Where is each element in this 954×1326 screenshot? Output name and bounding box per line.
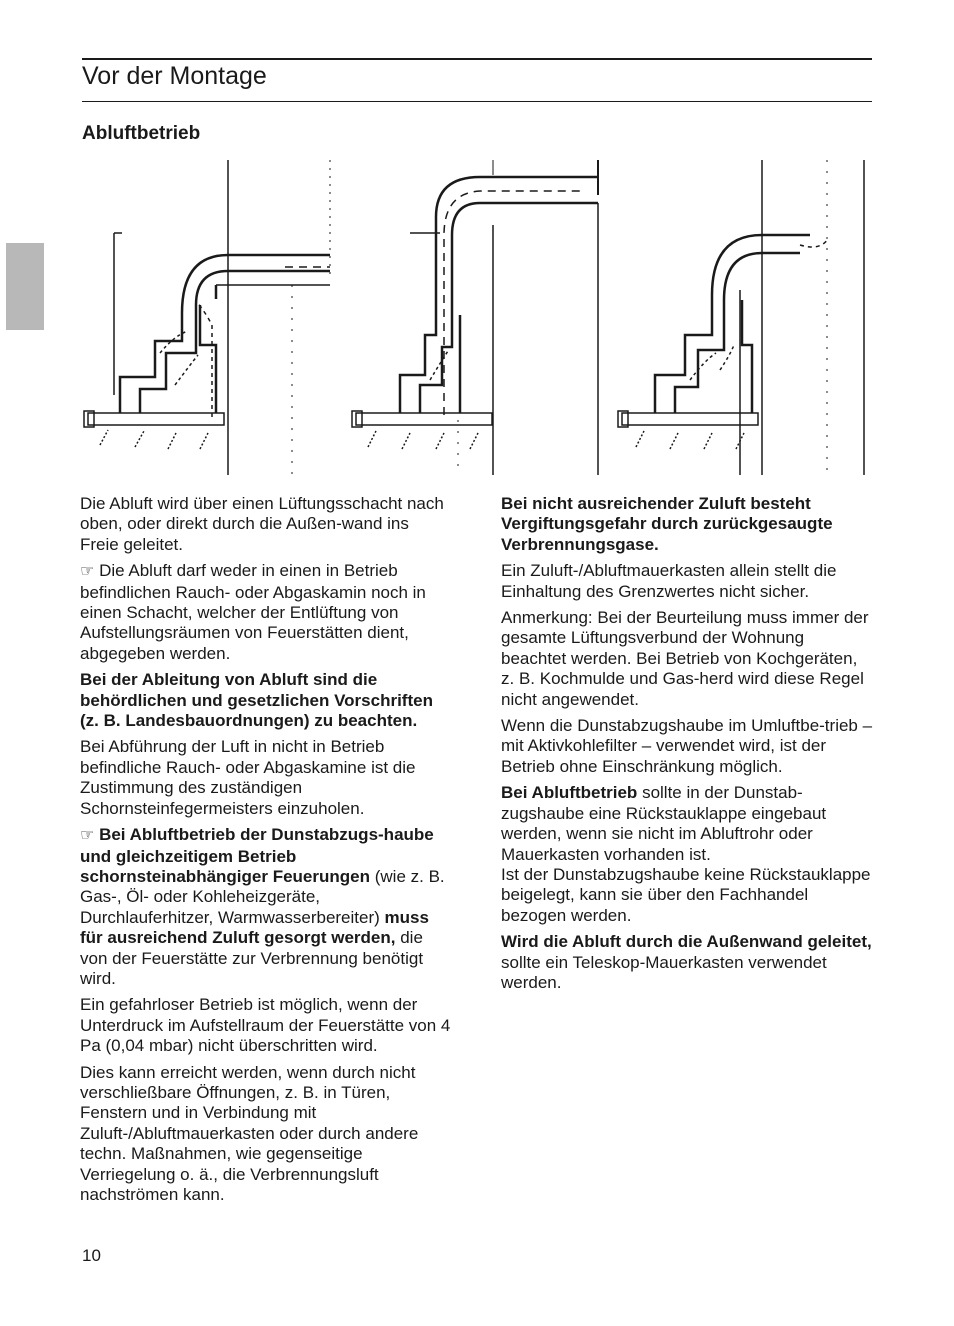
paragraph: Ein gefahrloser Betrieb ist möglich, wenn der Unterdruck im Aufstellraum der Feuerstätte von 4 Pa (0,04 mbar) nicht überschritten wird. [80, 995, 451, 1056]
paragraph: Bei der Ableitung von Abluft sind die behördlichen und gesetzlichen Vorschriften (z. B. Landesbauordnungen) zu beachten. [80, 670, 433, 731]
figure-shaft-exhaust [352, 160, 598, 475]
warning-paragraph: Bei nicht ausreichender Zuluft besteht Vergiftungsgefahr durch zurückgesaugte Verbrennungsgase. [501, 494, 833, 554]
paragraph-bold-text: Bei Abluftbetrieb [501, 783, 638, 803]
paragraph-text: sollte ein Teleskop-Mauerkasten verwendet werden. [501, 952, 827, 992]
page-title: Vor der Montage [82, 62, 267, 90]
paragraph-bold-text: Wird die Abluft durch die Außenwand geleitet, [501, 932, 872, 952]
paragraph [80, 561, 452, 664]
paragraph: Die Abluft wird über einen Lüftungsschacht nach oben, oder direkt durch die Außen-wand ins Freie geleitet. [80, 494, 444, 554]
chapter-tab-marker [6, 243, 44, 330]
exhaust-installation-illustration [80, 155, 870, 480]
paragraph-text: Ist der Dunstabzugshaube keine Rückstauklappe beigelegt, kann sie über den Fachhandel bezogen werden. [501, 864, 871, 925]
paragraph: Wenn die Dunstabzugshaube im Umluftbe-trieb – mit Aktivkohlefilter – verwendet wird, ist der Betrieb ohne Einschränkung möglich. [501, 716, 873, 776]
header-rule-bottom [82, 101, 872, 102]
paragraph-bold-text: muss für ausreichend Zuluft gesorgt werden, [80, 907, 429, 948]
paragraph [501, 932, 873, 993]
paragraph [80, 825, 452, 989]
paragraph-text: die von der Feuerstätte zur Verbrennung benötigt wird. [80, 928, 424, 988]
paragraph: Ein Zuluft-/Abluftmauerkasten allein stellt die Einhaltung des Grenzwertes nicht sicher. [501, 561, 837, 601]
page-number: 10 [82, 1246, 101, 1265]
figure-wall-exhaust [84, 160, 330, 475]
right-text-column [501, 494, 873, 999]
paragraph: Bei Abführung der Luft in nicht in Betrieb befindliche Rauch- oder Abgaskamine ist die Zustimmung des zuständigen Schornsteinfegermeisters einzuholen. [80, 737, 416, 818]
pointing-hand-icon: ☞ [80, 827, 95, 845]
paragraph-text: Die Abluft darf weder in einen in Betrieb befindlichen Rauch- oder Abgaskamin noch in einen Schacht, welcher der Entlüftung von Aufstellungsräumen von Feuerstätten dient, abgegeben werden. [80, 561, 426, 663]
paragraph: Dies kann erreicht werden, wenn durch nicht verschließbare Öffnungen, z. B. in Türen, Fenstern und in Verbindung mit Zuluft-/Abluftmauerkasten oder durch andere techn. Maßnahmen, wie gegenseitige Verriegelung o. ä., die Verbrennungsluft nachströmen kann. [80, 1062, 419, 1204]
paragraph-text: sollte in der Dunstab-zugshaube eine Rückstauklappe eingebaut werden, wenn sie nicht im Abluftrohr oder Mauerkasten vorhanden ist. [501, 783, 827, 864]
paragraph-text: (wie z. B. Gas-, Öl- oder Kohleheizgeräte, Durchlauferhitzer, Warmwasserbereiter) [80, 866, 445, 927]
pointing-hand-icon: ☞ [80, 563, 95, 581]
left-text-column [80, 494, 452, 1211]
paragraph-bold-text: Bei Abluftbetrieb der Dunstabzugs-haube und gleichzeitigem Betrieb schornsteinabhängiger Feuerungen [80, 825, 434, 886]
paragraph [501, 783, 873, 926]
figure-wall-shaft-exhaust [618, 160, 864, 475]
header-rule-top [82, 58, 872, 60]
paragraph: Anmerkung: Bei der Beurteilung muss immer der gesamte Lüftungsverbund der Wohnung beachtet werden. Bei Betrieb von Kochgeräten, z. B. Kochmulde und Gas-herd wird diese Regel nicht angewendet. [501, 608, 869, 709]
section-title: Abluftbetrieb [82, 123, 201, 144]
